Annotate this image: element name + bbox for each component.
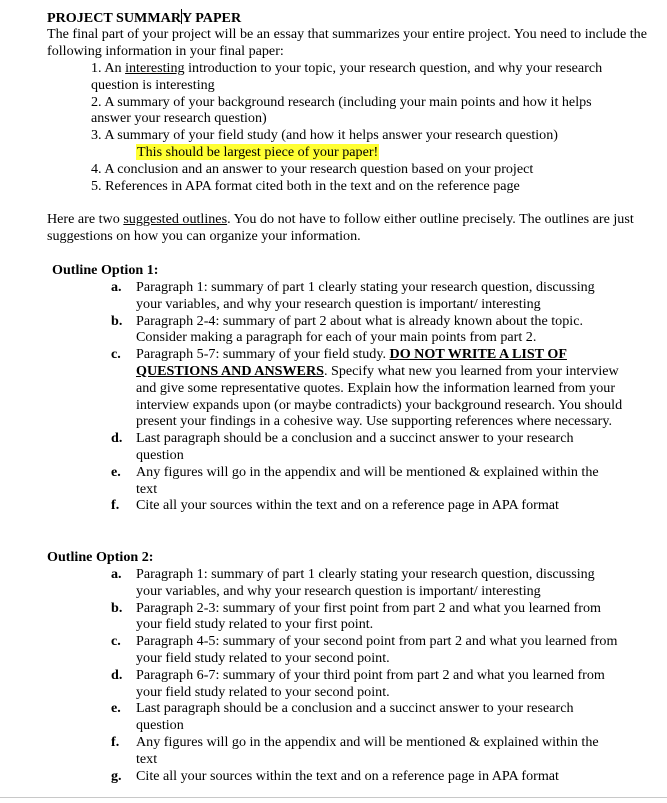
list-marker: e. [111, 463, 121, 480]
list-item [111, 600, 623, 634]
list-text: Paragraph 4-5: summary of your second point from part 2 and what you learned from your field study related to your second point. [136, 633, 618, 666]
title-text-part1: PROJECT SUMMAR [47, 10, 182, 26]
list-marker: a. [111, 566, 122, 582]
required-info-list [91, 60, 621, 194]
list-text: Cite all your sources within the text and on a reference page in APA format [136, 497, 559, 514]
list-item [111, 346, 623, 430]
title-text-part2: Y PAPER [182, 10, 242, 26]
list-text: introduction to your topic, your research question, and why your research question is interesting [91, 60, 603, 93]
highlighted-text: This should be largest piece of your paper! [137, 143, 379, 160]
list-text [136, 346, 623, 430]
highlight-note [91, 144, 621, 161]
underlined-phrase: suggested outlines [123, 211, 228, 227]
list-number: 5. [91, 177, 102, 194]
list-marker: b. [111, 312, 123, 329]
paragraph-text: Here are two [47, 211, 124, 227]
list-text-part: . Specify what new you learned from your interview and give some representative quotes. Explain how the information learned from your interview expands upon (or maybe contradicts) your background research. You should present your findings in a cohesive way. Use supporting references where necessary. [136, 362, 623, 430]
page-bottom-divider [0, 797, 667, 798]
outline-option-1-list [111, 279, 623, 514]
list-marker: b. [111, 599, 123, 616]
list-item [111, 734, 623, 768]
list-text: Paragraph 1: summary of part 1 clearly stating your research question, discussing your variables, and why your research question is important/ interesting [136, 279, 595, 312]
list-text: Paragraph 1: summary of part 1 clearly stating your research question, discussing your variables, and why your research question is important/ interesting [136, 566, 595, 599]
list-marker: d. [111, 666, 123, 683]
list-item [111, 497, 623, 514]
list-marker: f. [111, 733, 120, 750]
list-item [91, 161, 621, 178]
list-item [111, 633, 623, 667]
list-item [111, 700, 623, 734]
list-item [111, 313, 623, 347]
list-text: A conclusion and an answer to your research question based on your project [104, 160, 534, 177]
list-text: Paragraph 6-7: summary of your third point from part 2 and what you learned from your field study related to your second point. [136, 666, 605, 700]
list-text: Last paragraph should be a conclusion and a succinct answer to your research question [136, 430, 574, 463]
list-item [91, 60, 621, 94]
list-marker: d. [111, 430, 123, 447]
outlines-intro-paragraph [47, 211, 659, 245]
list-item [111, 768, 623, 785]
list-marker: f. [111, 497, 120, 514]
outline-option-2-heading: Outline Option 2: [47, 549, 154, 565]
list-marker: a. [111, 279, 122, 295]
list-marker: c. [111, 633, 121, 650]
list-text-part: Paragraph 5-7: summary of your field study. [136, 346, 390, 363]
list-number: 3. [91, 127, 102, 144]
list-item [91, 94, 621, 128]
emphasized-warning: DO NOT WRITE A LIST OF QUESTIONS AND ANSWERS [136, 346, 567, 379]
list-text: A summary of your field study (and how it helps answer your research question) [104, 127, 558, 144]
list-number: 2. [91, 93, 102, 110]
list-item [111, 667, 623, 701]
list-text: Paragraph 2-3: summary of your first point from part 2 and what you learned from your field study related to your first point. [136, 599, 601, 633]
list-number: 1. [91, 60, 102, 76]
paragraph-text: . You do not have to follow either outline precisely. The outlines are just suggestions on how you can organize your information. [47, 211, 634, 244]
list-text: Any figures will go in the appendix and will be mentioned & explained within the text [136, 463, 599, 497]
list-item [111, 430, 623, 464]
list-text: Paragraph 2-4: summary of part 2 about what is already known about the topic. Consider making a paragraph for each of your main points from part 2. [136, 312, 583, 346]
list-text: Cite all your sources within the text and on a reference page in APA format [136, 767, 559, 784]
list-marker: c. [111, 346, 121, 363]
list-item [111, 464, 623, 498]
page-title [47, 9, 241, 27]
list-text: A summary of your background research (including your main points and how it helps answer your research question) [91, 93, 592, 127]
list-text: Last paragraph should be a conclusion and a succinct answer to your research question [136, 700, 574, 734]
outline-option-1-heading: Outline Option 1: [52, 262, 159, 278]
list-item [91, 127, 621, 144]
list-text: Any figures will go in the appendix and will be mentioned & explained within the text [136, 733, 599, 767]
list-marker: e. [111, 700, 121, 717]
list-number: 4. [91, 160, 102, 177]
outline-option-2-list [111, 566, 623, 784]
list-text: References in APA format cited both in the text and on the reference page [105, 177, 520, 194]
list-item [111, 566, 623, 600]
underlined-word: interesting [125, 60, 185, 76]
list-text: An [104, 60, 126, 76]
list-item [91, 178, 621, 195]
list-marker: g. [111, 767, 122, 784]
intro-paragraph: The final part of your project will be an essay that summarizes your entire project. You need to include the following information in your final paper: [47, 26, 647, 59]
list-item [111, 279, 623, 313]
